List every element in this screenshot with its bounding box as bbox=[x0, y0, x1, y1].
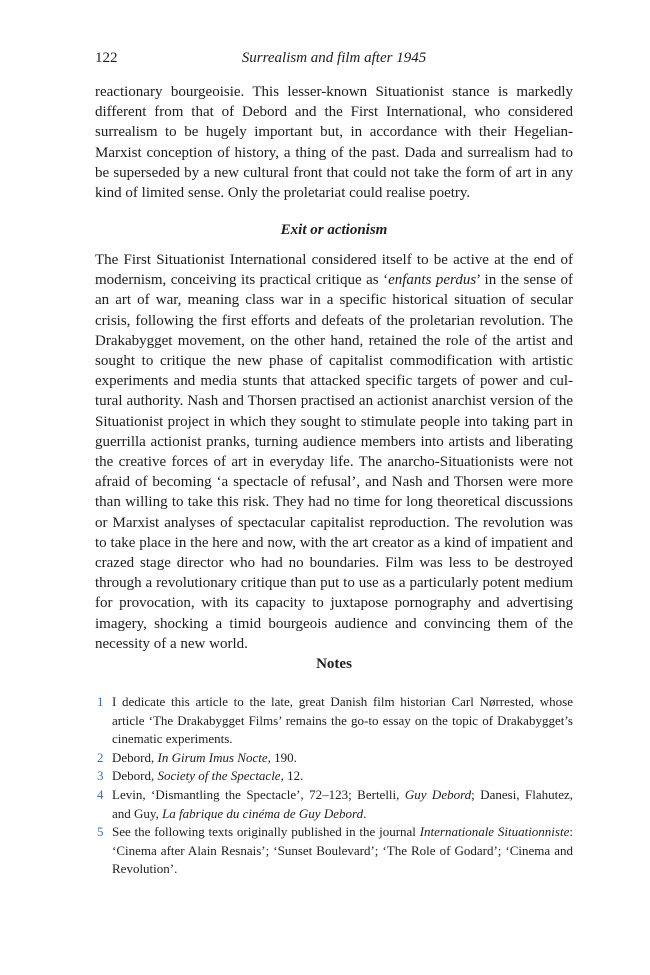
paragraph-2-text-rest: ’ in the sense of an art of war, meaning class war in a specific historical situation of secular crisis, following the first efforts and defeats of the proletarian revolution. The Drakabygget movement, on the other hand, retained the role of the artist and sought to critique the new phase of capitalist commodification with artistic experiments and media stunts that attacked specific targets of power and cultural authority. Nash and Thorsen practised an actionist anarchist version of the Situationist project in which they sought to stimulate people into taking part in guerrilla actionist pranks, turning audience members into artists and liberating the creative forces of art in everyday life. The anarcho-Situationists were not afraid of becoming ‘a spectacle of refusal’, and Nash and Thorsen were more than willing to take this risk. They had no time for long theoretical discussions or Marxist analyses of spectacular capitalist reproduction. The revolution was to take place in the here and now, with the art creator as a kind of impatient and crazed stage director who had no boundaries. Film was less to be destroyed through a revolutionary critique than put to use as a particularly potent medium for provocation, with its capacity to juxtapose pornography and advertising imagery, shocking a timid bourgeois audience and convincing them of the necessity of a new world. bbox=[95, 272, 573, 652]
notes-list bbox=[95, 693, 573, 879]
note-number-link[interactable]: 1 bbox=[97, 694, 104, 709]
note-text: Levin, ‘Dismantling the Spectacle’, 72–123; Bertelli, bbox=[112, 786, 405, 802]
note-text: , 12. bbox=[280, 768, 304, 784]
note-item bbox=[95, 693, 573, 749]
section-heading: Exit or actionism bbox=[280, 222, 388, 238]
note-text: Debord, bbox=[112, 768, 158, 784]
note-item bbox=[95, 767, 573, 786]
note-text: : ‘Cinema after Alain Resnais’; ‘Sunset Boulevard’; ‘The Role of Godard’; ‘Cinema and Revolution’. bbox=[112, 824, 573, 877]
body-paragraph-2 bbox=[95, 250, 573, 654]
note-italic-title: In Girum Imus Nocte bbox=[157, 749, 268, 765]
note-item bbox=[95, 749, 573, 768]
note-number-link[interactable]: 5 bbox=[97, 824, 104, 840]
running-title: Surrealism and film after 1945 bbox=[241, 50, 427, 66]
note-italic-title: Internationale Situationniste bbox=[419, 824, 570, 840]
note-italic-title: Society of the Spectacle bbox=[157, 768, 281, 784]
note-number-link[interactable]: 4 bbox=[97, 786, 104, 802]
page-number: 122 bbox=[95, 50, 118, 66]
note-text: I dedicate this article to the late, great Danish film historian Carl Nørrested, whose article ‘The Drakabygget Films’ remains the go-to essay on the topic of Drakabygget’s cinematic experiments. bbox=[112, 694, 573, 747]
notes-heading: Notes bbox=[316, 656, 352, 672]
note-text: . bbox=[363, 805, 367, 821]
note-item bbox=[95, 823, 573, 879]
note-text: See the following texts originally published in the journal bbox=[112, 824, 420, 840]
paragraph-2-text-start: The First Situationist International considered itself to be active at the end of modernism, conceiving its practical critique as ‘ bbox=[95, 252, 573, 289]
paragraph-2-italic-term: enfants perdus bbox=[388, 272, 477, 289]
note-number-link[interactable]: 2 bbox=[97, 749, 104, 765]
note-italic-title: La fabrique du cinéma de Guy Debord bbox=[162, 805, 364, 821]
note-text: , 190. bbox=[267, 749, 297, 765]
note-italic-title: Guy Debord bbox=[404, 786, 472, 802]
note-text: Debord, bbox=[112, 749, 158, 765]
body-paragraph-1: reactionary bourgeoisie. This lesser-known Situationist stance is markedly different from that of Debord and the First International, who considered surrealism to be hugely important but, in accordance with their Hegelian-Marxist conception of history, a thing of the past. Dada and surrealism had to be superseded by a new cultural front that could not take the form of art in any kind of limited sense. Only the proletariat could realise poetry. bbox=[95, 84, 573, 202]
note-number-link[interactable]: 3 bbox=[97, 768, 104, 784]
note-text: ; Danesi, Flahutez, and Guy, bbox=[112, 786, 573, 821]
note-item bbox=[95, 786, 573, 823]
running-header bbox=[95, 50, 573, 72]
